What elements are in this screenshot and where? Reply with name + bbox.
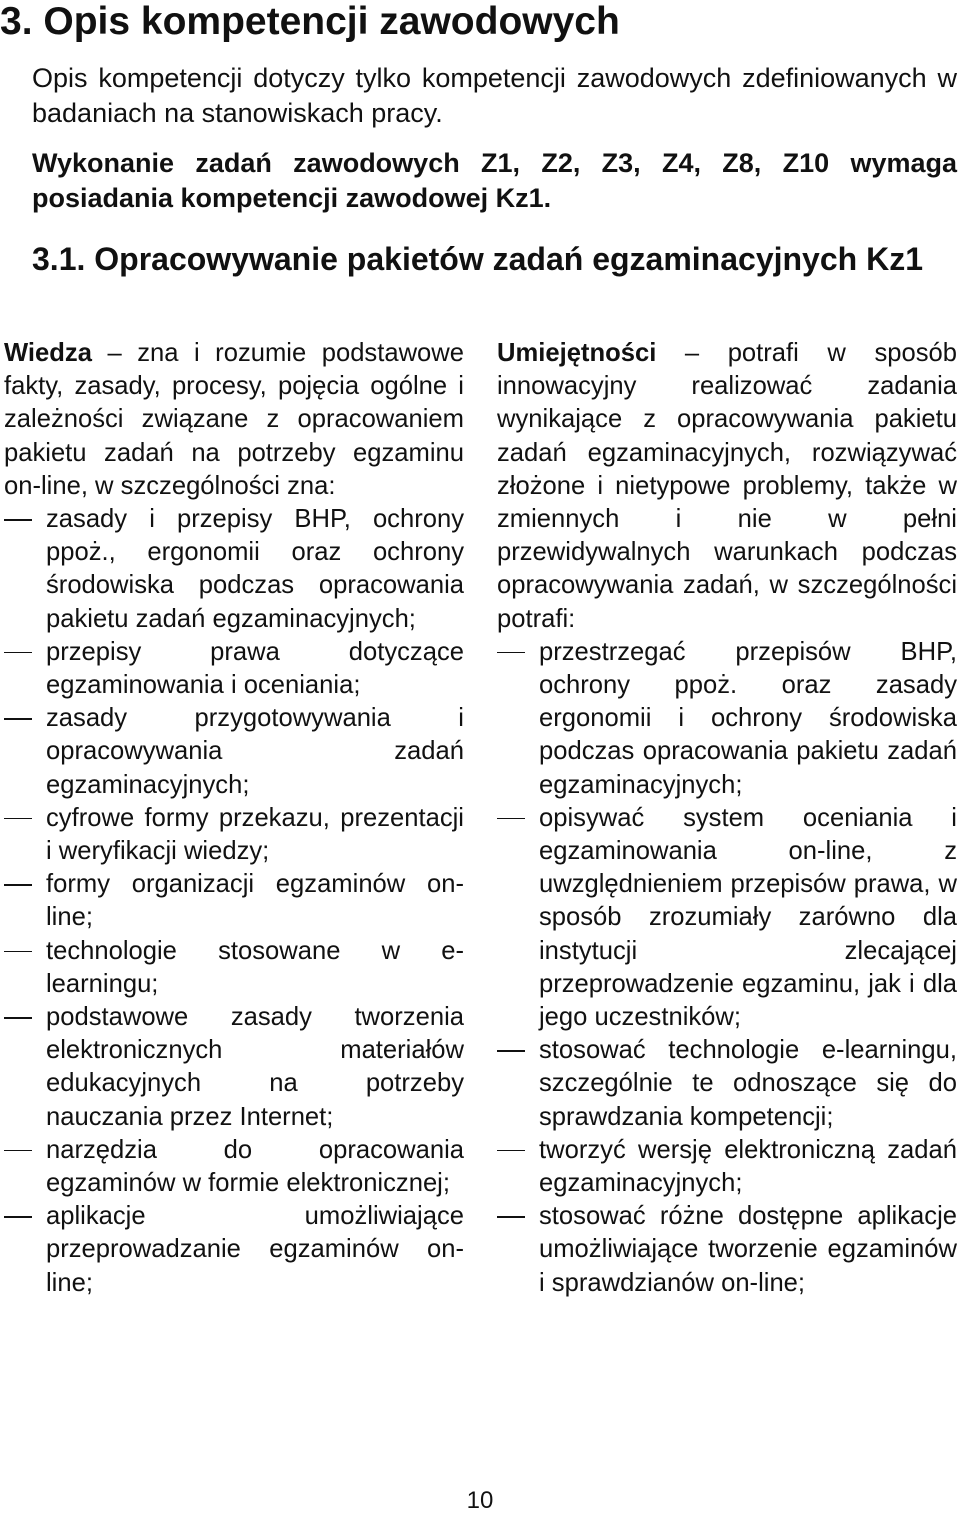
- knowledge-item: cyfrowe formy przekazu, prezentacji i weryfikacji wiedzy;: [4, 802, 464, 868]
- page-number: 10: [466, 1487, 494, 1514]
- skills-item: przestrzegać przepisów BHP, ochrony ppoż. oraz zasady ergonomii i ochrony środowiska podczas opracowania pakietu zadań egzaminacyjnych;: [497, 636, 957, 802]
- knowledge-label: Wiedza: [4, 339, 92, 367]
- knowledge-item: zasady przygotowywania i opracowywania zadań egzaminacyjnych;: [4, 702, 464, 802]
- knowledge-intro-text: – zna i rozumie podstawowe fakty, zasady, procesy, pojęcia ogólne i zależności związane z opracowaniem pakietu zadań na potrzeby egzaminu on-line, w szczególności zna:: [4, 339, 464, 500]
- skills-column: [497, 337, 957, 1300]
- skills-label: Umiejętności: [497, 339, 657, 367]
- knowledge-item: technologie stosowane w e-learningu;: [4, 935, 464, 1001]
- knowledge-intro: [4, 337, 464, 503]
- knowledge-item: aplikacje umożliwiające przeprowadzanie egzaminów on-line;: [4, 1200, 464, 1300]
- skills-item: stosować różne dostępne aplikacje umożliwiające tworzenie egzaminów i sprawdzianów on-line;: [497, 1200, 957, 1300]
- knowledge-item: przepisy prawa dotyczące egzaminowania i oceniania;: [4, 636, 464, 702]
- subsection-heading: 3.1. Opracowywanie pakietów zadań egzaminacyjnych Kz1: [32, 241, 923, 277]
- skills-item: opisywać system oceniania i egzaminowania on-line, z uwzględnieniem przepisów prawa, w sposób zrozumiały zarówno dla instytucji zlecającej przeprowadzenie egzaminu, jak i dla jego uczestników;: [497, 802, 957, 1034]
- section-heading: 3. Opis kompetencji zawodowych: [0, 0, 620, 43]
- skills-item: tworzyć wersję elektroniczną zadań egzaminacyjnych;: [497, 1134, 957, 1200]
- requirement-paragraph: Wykonanie zadań zawodowych Z1, Z2, Z3, Z4, Z8, Z10 wymaga posiadania kompetencji zawodowej Kz1.: [32, 148, 957, 213]
- knowledge-column: [4, 337, 464, 1300]
- intro-paragraph: Opis kompetencji dotyczy tylko kompetencji zawodowych zdefiniowanych w badaniach na stanowiskach pracy.: [32, 63, 957, 128]
- skills-intro: [497, 337, 957, 636]
- skills-item: stosować technologie e-learningu, szczególnie te odnoszące się do sprawdzania kompetencji;: [497, 1034, 957, 1134]
- skills-intro-text: – potrafi w sposób innowacyjny realizować zadania wynikające z opracowywania pakietu zadań egzaminacyjnych, rozwiązywać złożone i nietypowe problemy, także w zmiennych i nie w pełni przewidywalnych warunkach podczas opracowywania zadań, w szczególności potrafi:: [497, 339, 957, 633]
- skills-list: [497, 636, 957, 1300]
- knowledge-item: narzędzia do opracowania egzaminów w formie elektronicznej;: [4, 1134, 464, 1200]
- knowledge-item: podstawowe zasady tworzenia elektronicznych materiałów edukacyjnych na potrzeby nauczania przez Internet;: [4, 1001, 464, 1134]
- knowledge-list: [4, 503, 464, 1300]
- knowledge-item: formy organizacji egzaminów on-line;: [4, 868, 464, 934]
- knowledge-item: zasady i przepisy BHP, ochrony ppoż., ergonomii oraz ochrony środowiska podczas opracowania pakietu zadań egzaminacyjnych;: [4, 503, 464, 636]
